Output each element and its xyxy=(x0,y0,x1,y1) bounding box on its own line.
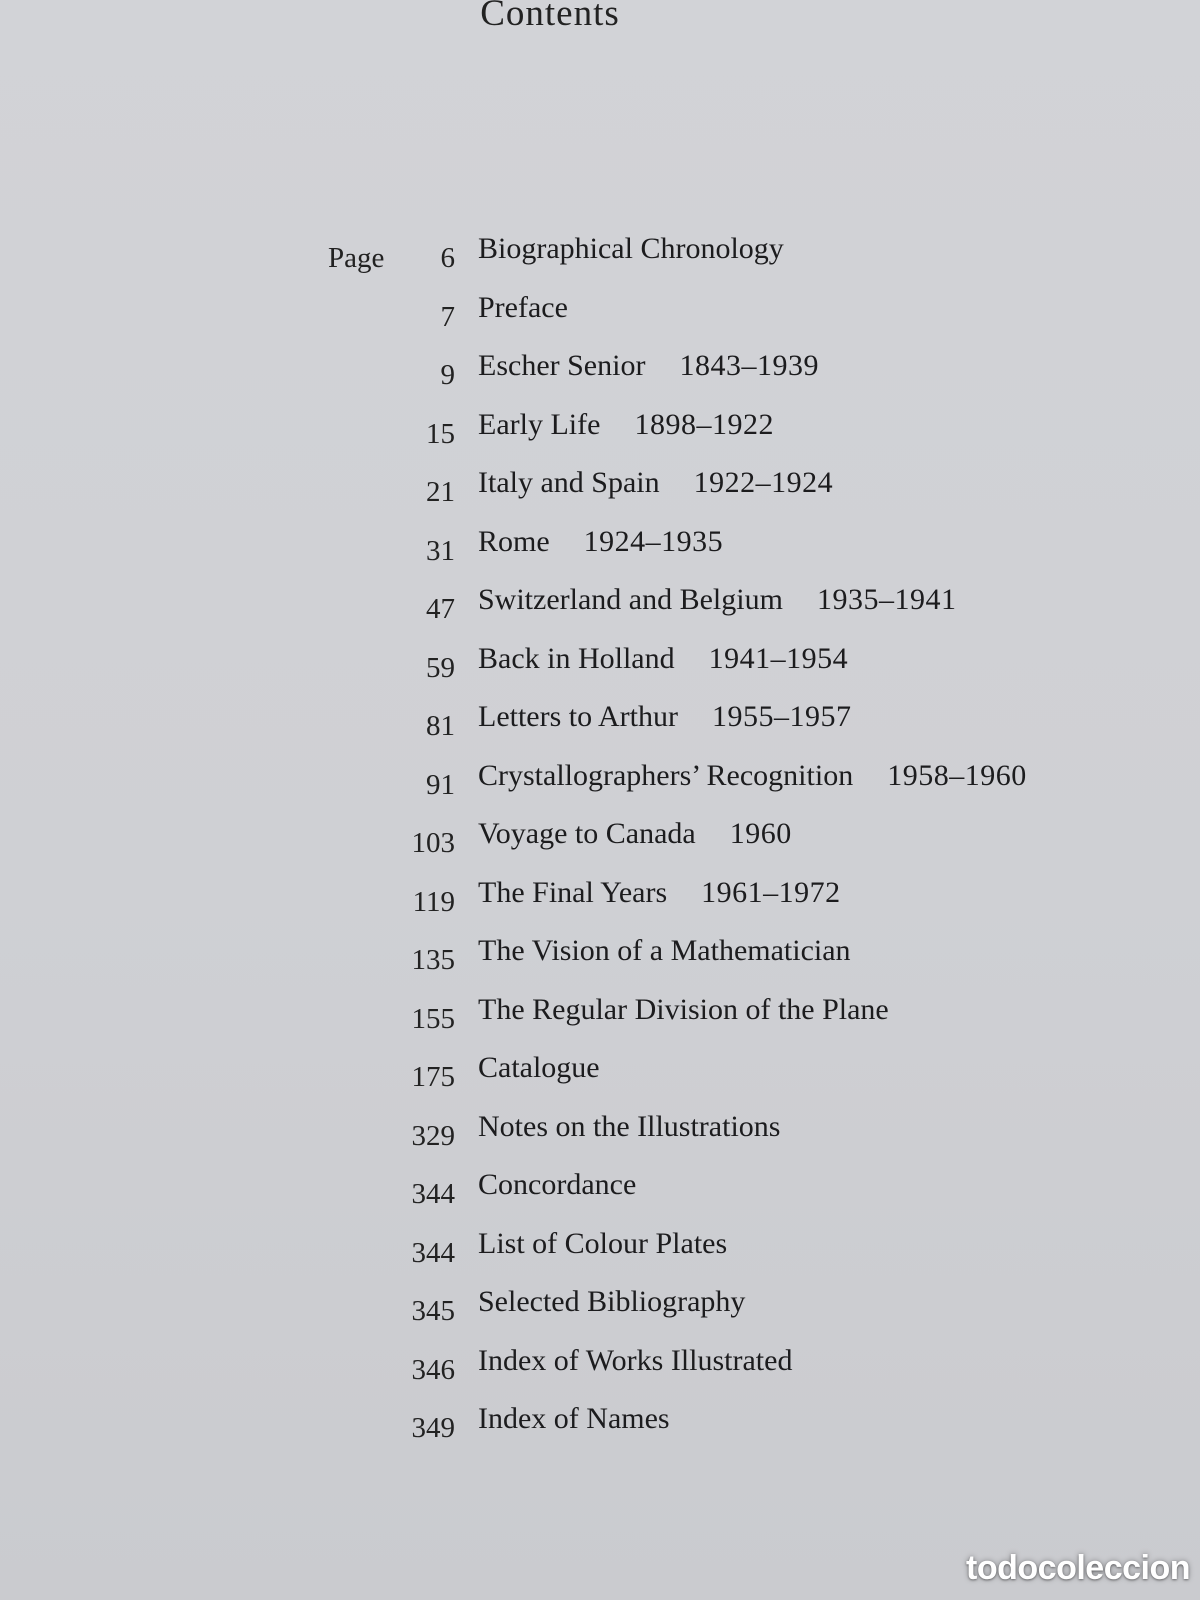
toc-entry-title: Crystallographers’ Recognition xyxy=(478,758,854,792)
toc-entry-text xyxy=(478,934,851,968)
toc-entry-text xyxy=(478,1344,792,1378)
toc-entry xyxy=(0,285,1200,344)
toc-page-number: 91 xyxy=(426,768,455,801)
toc-entry xyxy=(0,1045,1200,1104)
toc-entry xyxy=(0,1104,1200,1163)
toc-entry-title: The Regular Division of the Plane xyxy=(478,992,889,1026)
toc-entry-title: The Final Years xyxy=(478,875,668,909)
toc-entry-title: The Vision of a Mathematician xyxy=(478,934,851,967)
toc-entry xyxy=(0,1396,1200,1455)
toc-entry-title: Notes on the Illustrations xyxy=(478,1109,781,1143)
toc-entry-text xyxy=(478,1051,600,1085)
toc-entry-text xyxy=(478,700,851,734)
toc-entry-title: Catalogue xyxy=(478,1051,600,1084)
toc-entry-text xyxy=(478,408,774,442)
toc-entry-text xyxy=(478,1402,670,1436)
toc-entry xyxy=(0,226,1200,285)
toc-page-number: 59 xyxy=(426,651,455,684)
page-prefix-label: Page xyxy=(328,242,385,274)
toc-entry xyxy=(0,870,1200,929)
toc-entry-text xyxy=(478,759,1027,793)
toc-entry-text xyxy=(478,349,819,383)
toc-entry-text xyxy=(478,642,848,676)
toc-page-number: 349 xyxy=(411,1412,455,1444)
toc-page-number: 81 xyxy=(426,710,455,742)
toc-entry-text xyxy=(478,1285,745,1319)
toc-entry xyxy=(0,928,1200,987)
toc-page-number: 135 xyxy=(411,944,455,976)
toc-entry xyxy=(0,402,1200,461)
toc-entry-dates: 1935–1941 xyxy=(816,583,957,616)
toc-page-number: 7 xyxy=(440,300,455,333)
toc-page-number: 329 xyxy=(411,1119,455,1152)
toc-entry-dates: 1961–1972 xyxy=(701,875,841,909)
toc-entry xyxy=(0,577,1200,636)
toc-page-number: 155 xyxy=(411,1002,455,1035)
toc-entry-title: Preface xyxy=(478,290,568,324)
toc-entry-title: Selected Bibliography xyxy=(478,1285,746,1318)
toc-entry-text xyxy=(478,291,568,325)
toc-entry-dates: 1960 xyxy=(729,817,792,850)
toc-entry xyxy=(0,694,1200,753)
toc-page-number: 6 xyxy=(440,242,455,274)
toc-entry-title: Biographical Chronology xyxy=(478,232,784,265)
toc-entry xyxy=(0,343,1200,402)
toc-entry-title: Italy and Spain xyxy=(478,466,660,499)
toc-page-number: 119 xyxy=(412,885,455,918)
toc-entry-title: Index of Names xyxy=(478,1402,670,1435)
toc-entry-title: Concordance xyxy=(478,1168,637,1201)
toc-entry-title: Rome xyxy=(478,524,550,558)
watermark-logo: todocoleccion xyxy=(966,1549,1190,1587)
toc-page-number: 15 xyxy=(426,417,455,450)
toc-entry-title: Back in Holland xyxy=(478,641,675,675)
toc-page-number: 344 xyxy=(411,1178,455,1210)
toc-entry-title: Switzerland and Belgium xyxy=(478,583,783,616)
toc-entry-title: Index of Works Illustrated xyxy=(478,1343,793,1377)
table-of-contents xyxy=(0,226,1200,1455)
toc-entry-title: Letters to Arthur xyxy=(478,700,678,733)
toc-entry-text xyxy=(478,817,792,851)
toc-entry-text xyxy=(478,876,841,910)
toc-page-number: 9 xyxy=(440,359,455,391)
toc-entry-text xyxy=(478,1227,727,1261)
toc-entry-text xyxy=(478,583,956,617)
toc-page-number: 175 xyxy=(411,1061,455,1093)
toc-entry-text xyxy=(478,1110,780,1144)
toc-entry-text xyxy=(478,232,784,266)
toc-entry-title: List of Colour Plates xyxy=(478,1226,728,1260)
toc-entry-text xyxy=(478,466,833,500)
toc-entry-dates: 1941–1954 xyxy=(708,641,849,675)
toc-entry xyxy=(0,460,1200,519)
toc-entry-dates: 1958–1960 xyxy=(887,758,1027,792)
toc-page-number: 21 xyxy=(426,476,455,508)
toc-page-number: 103 xyxy=(411,827,455,859)
toc-page-number: 346 xyxy=(411,1353,455,1386)
page-title: Contents xyxy=(480,0,620,34)
toc-page-number: 344 xyxy=(411,1236,455,1269)
toc-entry-dates: 1922–1924 xyxy=(693,466,834,499)
toc-entry-text xyxy=(478,993,889,1027)
toc-entry xyxy=(0,519,1200,578)
toc-entry-dates: 1924–1935 xyxy=(583,524,724,558)
toc-entry xyxy=(0,1279,1200,1338)
toc-entry-title: Early Life xyxy=(478,407,601,441)
toc-entry xyxy=(0,987,1200,1046)
toc-entry xyxy=(0,753,1200,812)
toc-entry-dates: 1955–1957 xyxy=(711,700,852,733)
toc-entry xyxy=(0,1221,1200,1280)
toc-entry-title: Voyage to Canada xyxy=(478,817,696,850)
toc-entry-text xyxy=(478,525,723,559)
toc-entry xyxy=(0,1338,1200,1397)
toc-entry xyxy=(0,1162,1200,1221)
toc-entry-text xyxy=(478,1168,636,1202)
toc-entry xyxy=(0,811,1200,870)
toc-page-number: 345 xyxy=(411,1295,455,1327)
toc-page-number: 31 xyxy=(426,534,455,567)
toc-entry-dates: 1898–1922 xyxy=(634,407,774,441)
toc-entry xyxy=(0,636,1200,695)
toc-page-number: 47 xyxy=(426,593,455,625)
toc-entry-dates: 1843–1939 xyxy=(679,349,819,382)
toc-entry-title: Escher Senior xyxy=(478,349,646,382)
